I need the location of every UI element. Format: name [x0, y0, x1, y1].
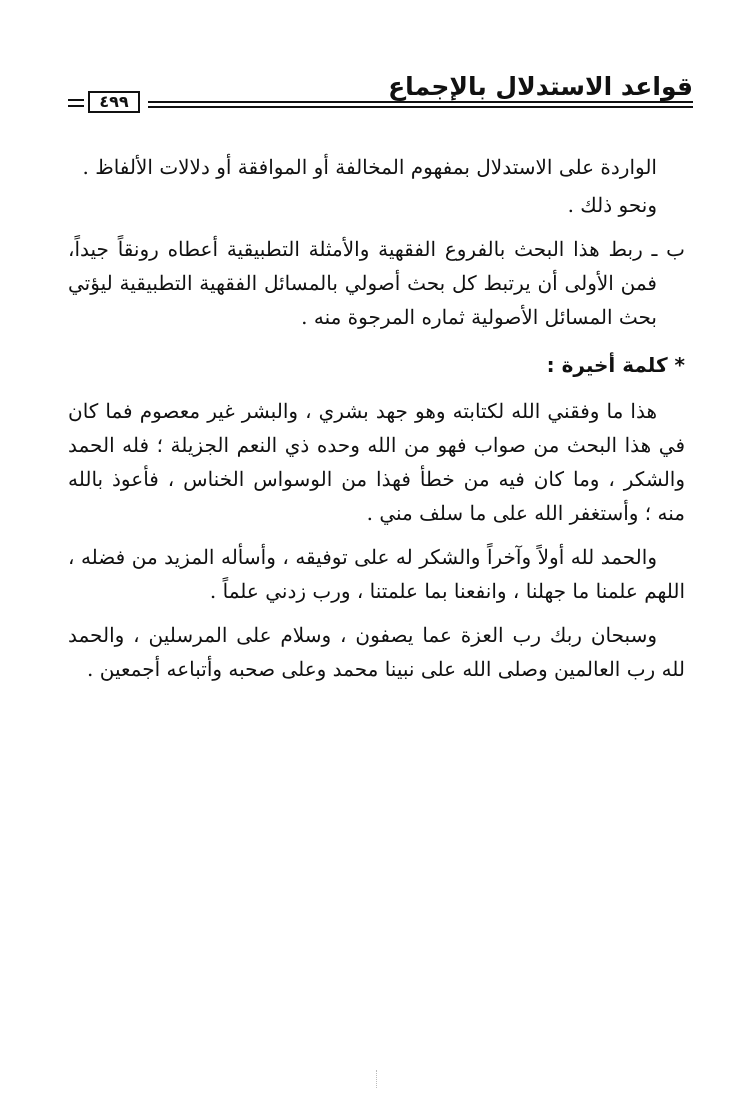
paragraph-continuation-end: ونحو ذلك .	[567, 193, 657, 217]
paragraph-final-praise: وسبحان ربك رب العزة عما يصفون ، وسلام على المرسلين ، والحمد لله رب العالمين وصلى الله على نبينا محمد وعلى صحبه وأتباعه أجمعين .	[68, 623, 685, 681]
section-heading: * كلمة أخيرة :	[546, 353, 685, 377]
paragraph-thanks: والحمد لله أولاً وآخراً والشكر له على توفيقه ، وأسأله المزيد من فضله ، اللهم علمنا ما جهلنا ، وانفعنا بما علمتنا ، ورب زدني علماً .	[68, 545, 685, 603]
paragraph-closing-word: هذا ما وفقني الله لكتابته وهو جهد بشري ، والبشر غير معصوم فما كان في هذا البحث من صواب فهو من الله وحده ذي النعم الجزيلة ؛ فله الحمد والشكر ، وما كان فيه من خطأ فهذا من الوسواس الخناس ، فأعوذ بالله منه ؛ وأستغفر الله على ما سلف مني .	[68, 399, 685, 525]
running-title: قواعد الاستدلال بالإجماع	[388, 72, 693, 101]
list-item-b: ب ـ ربط هذا البحث بالفروع الفقهية والأمثلة التطبيقية أعطاه رونقاً جيداً، فمن الأولى أن يرتبط كل بحث أصولي بالمسائل الفقهية التطبيقية ليؤتي بحث المسائل الأصولية ثماره المرجوة منه .	[68, 237, 685, 329]
page-number: ٤٩٩	[88, 91, 140, 113]
header-rule-left-lower	[68, 105, 84, 107]
page-header	[68, 70, 693, 118]
header-rule-upper	[148, 101, 693, 103]
paragraph-continuation: الواردة على الاستدلال بمفهوم المخالفة أو الموافقة أو دلالات الألفاظ .	[82, 155, 657, 179]
header-rule-left-upper	[68, 99, 84, 101]
header-rule-lower	[148, 106, 693, 108]
scan-mark	[376, 1070, 378, 1088]
page-body	[68, 150, 685, 686]
